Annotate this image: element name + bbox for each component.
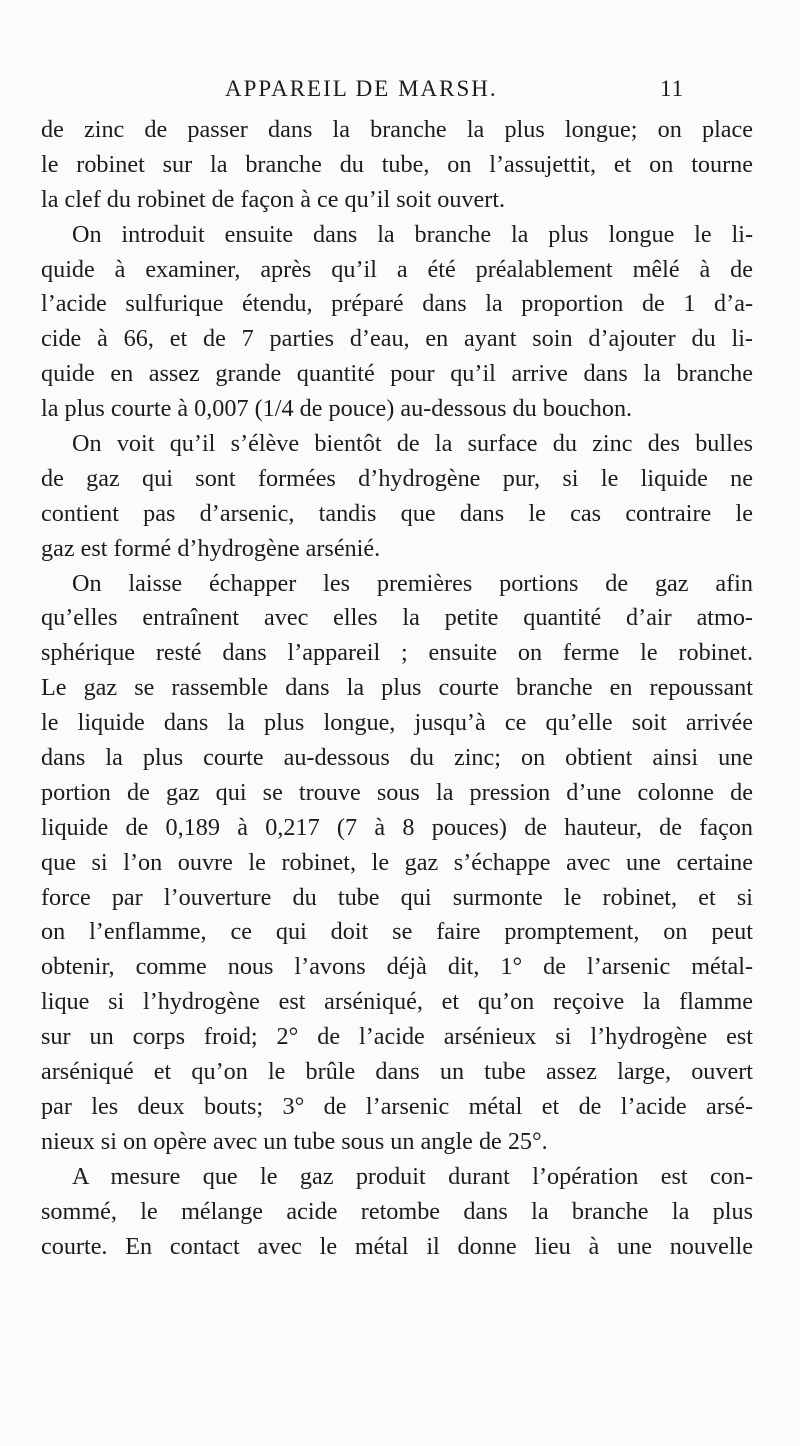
text-line: que si l’on ouvre le robinet, le gaz s’échappe avec une certaine bbox=[41, 848, 753, 876]
running-title: APPAREIL DE MARSH. bbox=[225, 76, 498, 101]
text-line: cide à 66, et de 7 parties d’eau, en ayant soin d’ajouter du li- bbox=[41, 325, 753, 353]
text-line: de zinc de passer dans la branche la plus longue; on place bbox=[41, 116, 753, 143]
text-line: On voit qu’il s’élève bientôt de la surface du zinc des bulles bbox=[72, 430, 753, 458]
text-line: sphérique resté dans l’appareil ; ensuite on ferme le robinet. bbox=[41, 639, 753, 667]
text-line: le liquide dans la plus longue, jusqu’à ce qu’elle soit arrivée bbox=[41, 709, 753, 737]
text-line: lique si l’hydrogène est arséniqué, et qu’on reçoive la flamme bbox=[41, 988, 753, 1016]
text-line: le robinet sur la branche du tube, on l’assujettit, et on tourne bbox=[41, 150, 753, 178]
text-line: force par l’ouverture du tube qui surmonte le robinet, et si bbox=[41, 883, 753, 911]
text-line: de gaz qui sont formées d’hydrogène pur, si le liquide ne bbox=[41, 464, 753, 492]
page-number: 11 bbox=[660, 76, 685, 101]
text-line: gaz est formé d’hydrogène arsénié. bbox=[41, 534, 381, 562]
running-head bbox=[0, 76, 800, 106]
text-line: courte. En contact avec le métal il donne lieu à une nouvelle bbox=[41, 1232, 753, 1260]
text-line: sommé, le mélange acide retombe dans la branche la plus bbox=[41, 1197, 753, 1225]
text-line: l’acide sulfurique étendu, préparé dans la proportion de 1 d’a- bbox=[41, 290, 753, 318]
text-line: obtenir, comme nous l’avons déjà dit, 1° de l’arsenic métal- bbox=[41, 953, 753, 981]
text-line: contient pas d’arsenic, tandis que dans le cas contraire le bbox=[41, 499, 753, 527]
text-line: portion de gaz qui se trouve sous la pression d’une colonne de bbox=[41, 778, 753, 806]
text-line: qu’elles entraînent avec elles la petite quantité d’air atmo- bbox=[41, 604, 753, 632]
text-line: On laisse échapper les premières portions de gaz afin bbox=[72, 569, 753, 597]
text-line: sur un corps froid; 2° de l’acide arsénieux si l’hydrogène est bbox=[41, 1023, 753, 1051]
text-line: par les deux bouts; 3° de l’arsenic métal et de l’acide arsé- bbox=[41, 1092, 753, 1120]
body-text bbox=[41, 113, 753, 1264]
text-line: on l’enflamme, ce qui doit se faire promptement, on peut bbox=[41, 918, 753, 946]
text-line: la clef du robinet de façon à ce qu’il soit ouvert. bbox=[41, 185, 506, 213]
text-line: liquide de 0,189 à 0,217 (7 à 8 pouces) de hauteur, de façon bbox=[41, 813, 753, 841]
text-line: dans la plus courte au-dessous du zinc; on obtient ainsi une bbox=[41, 744, 753, 772]
text-line: A mesure que le gaz produit durant l’opération est con- bbox=[72, 1162, 753, 1190]
text-line: Le gaz se rassemble dans la plus courte branche en repoussant bbox=[41, 674, 753, 702]
text-line: nieux si on opère avec un tube sous un angle de 25°. bbox=[41, 1127, 548, 1155]
text-line: arséniqué et qu’on le brûle dans un tube assez large, ouvert bbox=[41, 1058, 753, 1086]
text-line: quide à examiner, après qu’il a été préalablement mêlé à de bbox=[41, 255, 753, 283]
text-line: On introduit ensuite dans la branche la plus longue le li- bbox=[72, 220, 753, 248]
text-line: la plus courte à 0,007 (1/4 de pouce) au-dessous du bouchon. bbox=[41, 395, 633, 423]
text-line: quide en assez grande quantité pour qu’il arrive dans la branche bbox=[41, 360, 753, 388]
